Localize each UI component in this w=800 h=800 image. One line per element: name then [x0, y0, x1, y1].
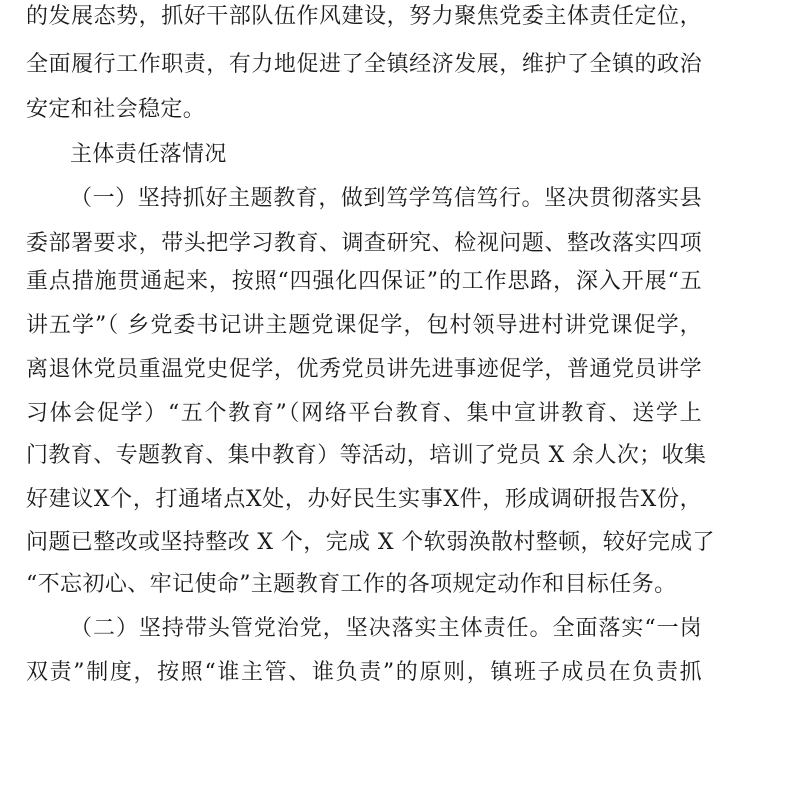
text-line-11: 门教育、专题教育、集中教育）等活动，培训了党员 X 余人次；收集	[26, 443, 707, 468]
text-line-1: 的发展态势，抓好干部队伍作风建设，努力聚焦党委主体责任定位，	[26, 4, 702, 29]
section-heading: 主体责任落情况	[70, 142, 227, 167]
text-line-6: 委部署要求，带头把学习教育、调查研究、检视问题、整改落实四项	[26, 231, 702, 256]
text-line-13: 问题已整改或坚持整改 X 个，完成 X 个软弱涣散村整顿，较好完成了	[26, 530, 715, 555]
text-line-12: 好建议X个，打通堵点X处，办好民生实事X件，形成调研报告X份，	[26, 487, 702, 512]
text-line-9: 离退休党员重温党史促学，优秀党员讲先进事迹促学，普通党员讲学	[26, 357, 702, 382]
text-line-14: “不忘初心、牢记使命”主题教育工作的各项规定动作和目标任务。	[26, 572, 677, 597]
text-line-5: （一）坚持抓好主题教育，做到笃学笃信笃行。坚决贯彻落实县	[70, 186, 702, 211]
text-line-7: 重点措施贯通起来，按照“四强化四保证”的工作思路，深入开展“五	[26, 269, 702, 294]
text-line-2: 全面履行工作职责，有力地促进了全镇经济发展，维护了全镇的政治	[26, 52, 702, 77]
text-line-8: 讲五学”（ 乡党委书记讲主题党课促学，包村领导进村讲党课促学，	[26, 313, 702, 338]
text-line-15: （二）坚持带头管党治党，坚决落实主体责任。全面落实“一岗	[70, 616, 702, 641]
text-line-16: 双责”制度，按照“谁主管、谁负责”的原则，镇班子成员在负责抓	[26, 660, 702, 685]
text-line-3: 安定和社会稳定。	[26, 97, 206, 122]
text-line-10: 习体会促学）“五个教育”（网络平台教育、集中宣讲教育、送学上	[26, 401, 702, 426]
